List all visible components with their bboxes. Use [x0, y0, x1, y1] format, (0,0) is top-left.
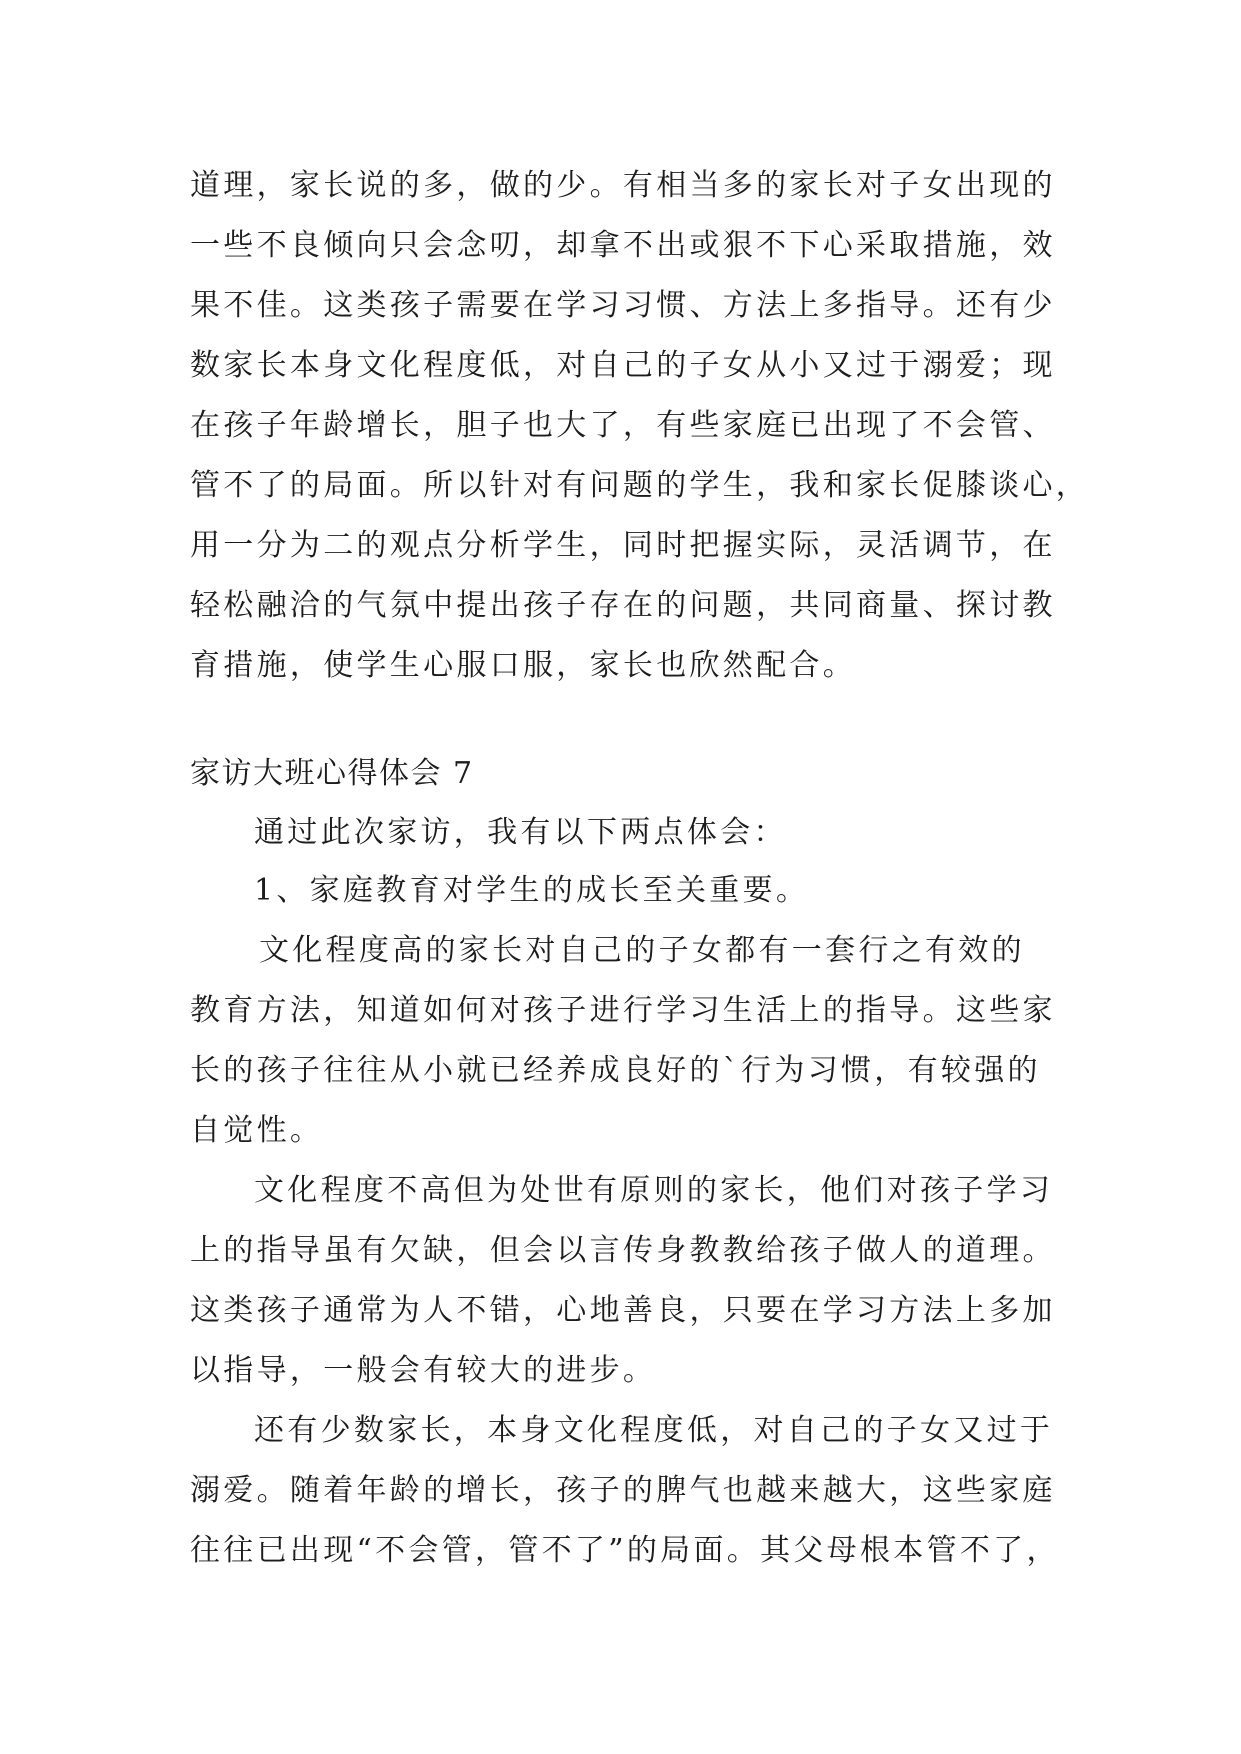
text-line: 在孩子年龄增长，胆子也大了，有些家庭已出现了不会管、 — [190, 408, 1056, 443]
text-line: 往往已出现“不会管，管不了”的局面。其父母根本管不了， — [190, 1533, 1060, 1568]
point-heading: 1、家庭教育对学生的成长至关重要。 — [254, 873, 810, 908]
text-line: 轻松融洽的气氛中提出孩子存在的问题，共同商量、探讨教 — [190, 588, 1056, 623]
section-title: 家访大班心得体会 7 — [190, 756, 474, 791]
text-line: 教育方法，知道如何对孩子进行学习生活上的指导。这些家 — [190, 993, 1056, 1028]
intro-text: 通过此次家访，我有以下两点体会： — [254, 815, 787, 850]
text-line: 文化程度不高但为处世有原则的家长，他们对孩子学习 — [254, 1173, 1054, 1208]
text-line: 以指导，一般会有较大的进步。 — [190, 1353, 657, 1388]
text-line: 一些不良倾向只会念叨，却拿不出或狠不下心采取措施，效 — [190, 228, 1056, 263]
text-line: 自觉性。 — [190, 1113, 324, 1148]
text-line: 文化程度高的家长对自己的子女都有一套行之有效的 — [259, 933, 1025, 968]
text-line: 用一分为二的观点分析学生，同时把握实际，灵活调节，在 — [190, 528, 1056, 563]
text-line: 管不了的局面。所以针对有问题的学生，我和家长促膝谈心， — [190, 468, 1090, 503]
text-line: 溺爱。随着年龄的增长，孩子的脾气也越来越大，这些家庭 — [190, 1473, 1056, 1508]
text-line: 长的孩子往往从小就已经养成良好的`行为习惯，有较强的 — [190, 1053, 1041, 1088]
text-line: 上的指导虽有欠缺，但会以言传身教教给孩子做人的道理。 — [190, 1233, 1056, 1268]
text-line: 果不佳。这类孩子需要在学习习惯、方法上多指导。还有少 — [190, 288, 1056, 323]
text-line: 数家长本身文化程度低，对自己的子女从小又过于溺爱；现 — [190, 348, 1056, 383]
text-line: 道理，家长说的多，做的少。有相当多的家长对子女出现的 — [190, 168, 1056, 203]
text-line: 育措施，使学生心服口服，家长也欣然配合。 — [190, 648, 856, 683]
text-line: 这类孩子通常为人不错，心地善良，只要在学习方法上多加 — [190, 1293, 1056, 1328]
text-line: 还有少数家长，本身文化程度低，对自己的子女又过于 — [254, 1413, 1054, 1448]
